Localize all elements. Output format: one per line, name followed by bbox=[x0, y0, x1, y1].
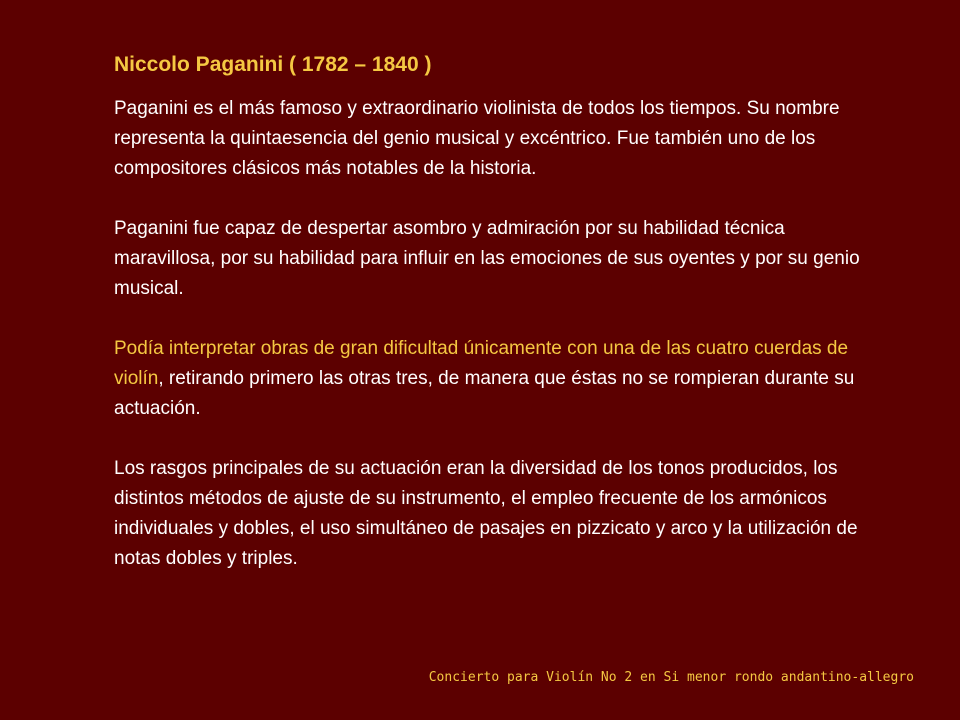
title-dates: ( 1782 – 1840 ) bbox=[283, 53, 432, 76]
paragraph-single-string bbox=[114, 334, 874, 424]
page-title bbox=[114, 51, 431, 79]
title-name: Niccolo Paganini bbox=[114, 53, 284, 76]
body-text bbox=[114, 94, 874, 574]
music-caption-link[interactable]: Concierto para Violín No 2 en Si menor rondo andantino-allegro bbox=[428, 670, 914, 685]
highlighted-text: Podía interpretar obras de gran dificultad únicamente con una de las cuatro cuerdas de violín bbox=[114, 338, 849, 389]
paragraph-abilities: Paganini fue capaz de despertar asombro y admiración por su habilidad técnica maravillosa, por su habilidad para influir en las emociones de sus oyentes y por su genio musical. bbox=[114, 218, 860, 299]
paragraph-intro: Paganini es el más famoso y extraordinario violinista de todos los tiempos. Su nombre representa la quintaesencia del genio musical y excéntrico. Fue también uno de los compositores clásicos más notables de la historia. bbox=[114, 98, 840, 179]
paragraph-performance-traits: Los rasgos principales de su actuación eran la diversidad de los tonos producidos, los distintos métodos de ajuste de su instrumento, el empleo frecuente de los armónicos individuales y dobles, el uso simultáneo de pasajes en pizzicato y arco y la utilización de notas dobles y triples. bbox=[114, 458, 858, 569]
paragraph-single-string-rest: , retirando primero las otras tres, de manera que éstas no se rompieran durante su actuación. bbox=[114, 368, 855, 419]
